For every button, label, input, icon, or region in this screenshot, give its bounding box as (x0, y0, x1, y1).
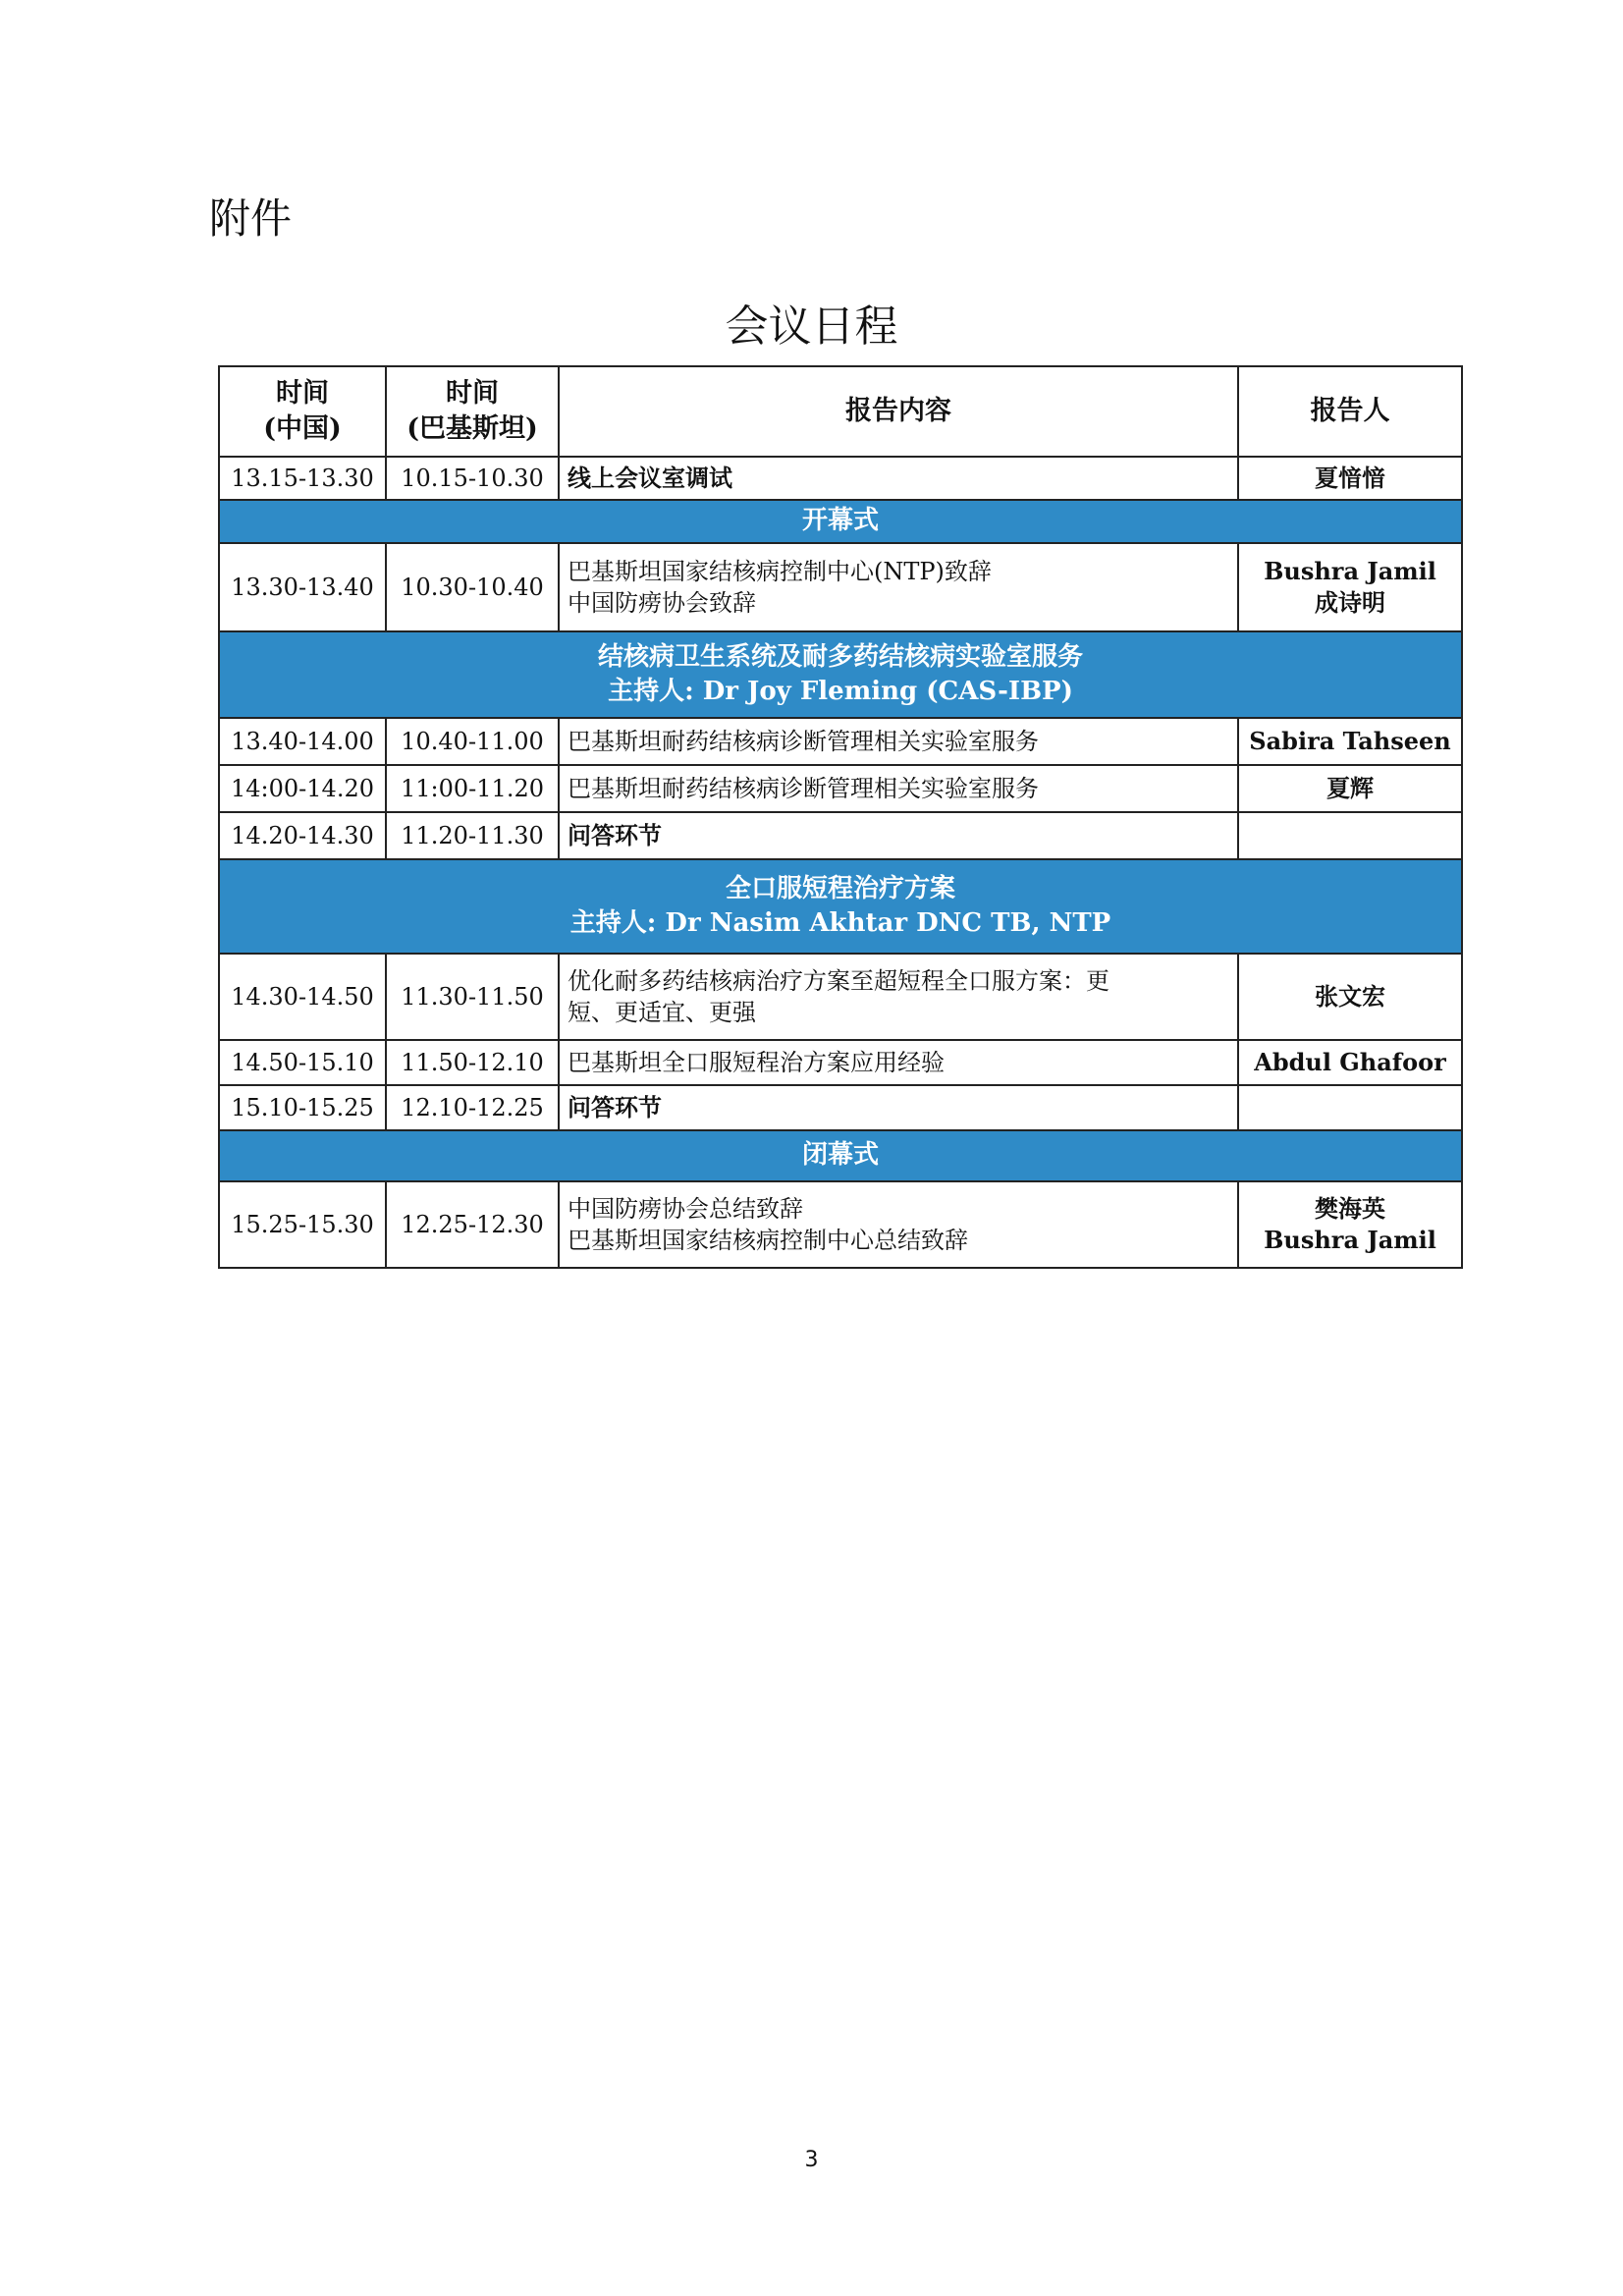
time-cn-cell: 15.10-15.25 (219, 1085, 386, 1130)
attachment-label: 附件 (209, 194, 293, 243)
page-title: 会议日程 (725, 301, 898, 352)
content-line: 巴基斯坦国家结核病控制中心(NTP)致辞 (568, 557, 992, 585)
time-pk-cell: 11.30-11.50 (386, 954, 559, 1040)
speaker-cell: 夏愔愔 (1238, 457, 1462, 500)
header-content: 报告内容 (559, 366, 1238, 457)
table-row (219, 543, 1462, 631)
speaker-cell: 张文宏 (1238, 954, 1462, 1040)
table-row (219, 954, 1462, 1040)
time-cn-cell: 14.20-14.30 (219, 812, 386, 859)
time-pk-cell: 10.30-10.40 (386, 543, 559, 631)
table-row (219, 457, 1462, 500)
speaker-cell: Sabira Tahseen (1238, 718, 1462, 765)
speaker-cell (1238, 543, 1462, 631)
content-cell (559, 1181, 1238, 1268)
content-line: 优化耐多药结核病治疗方案至超短程全口服方案：更 (568, 966, 1109, 995)
table-row (219, 1085, 1462, 1130)
schedule-table (218, 365, 1463, 1269)
page-number: 3 (804, 2148, 819, 2172)
time-cn-cell: 13.15-13.30 (219, 457, 386, 500)
content-line: 短、更适宜、更强 (568, 999, 756, 1026)
content-cell: 巴基斯坦耐药结核病诊断管理相关实验室服务 (559, 765, 1238, 812)
time-cn-cell: 14.30-14.50 (219, 954, 386, 1040)
time-cn-cell: 14:00-14.20 (219, 765, 386, 812)
content-cell: 问答环节 (559, 1085, 1238, 1130)
speaker-cell: 夏辉 (1238, 765, 1462, 812)
time-cn-cell: 13.30-13.40 (219, 543, 386, 631)
speaker-line: 樊海英 (1315, 1193, 1385, 1223)
time-cn-cell: 15.25-15.30 (219, 1181, 386, 1268)
time-pk-cell: 11:00-11.20 (386, 765, 559, 812)
table-row (219, 1181, 1462, 1268)
table-header-row (219, 366, 1462, 457)
speaker-line: Bushra Jamil (1264, 1226, 1436, 1254)
header-time-pk: 时间 (巴基斯坦) (386, 366, 559, 457)
time-pk-cell: 12.10-12.25 (386, 1085, 559, 1130)
section-row (219, 859, 1462, 954)
content-line: 中国防痨协会致辞 (568, 589, 756, 617)
table-row (219, 1040, 1462, 1085)
header-time-cn: 时间 (中国) (219, 366, 386, 457)
section-moderator: 主持人: Dr Nasim Akhtar DNC TB, NTP (569, 908, 1111, 938)
time-pk-cell: 11.50-12.10 (386, 1040, 559, 1085)
time-pk-cell: 12.25-12.30 (386, 1181, 559, 1268)
time-pk-cell: 10.40-11.00 (386, 718, 559, 765)
time-pk-cell: 10.15-10.30 (386, 457, 559, 500)
section-title-line: 全口服短程治疗方案 (725, 873, 955, 903)
speaker-cell (1238, 812, 1462, 859)
section-title (219, 859, 1462, 954)
section-title: 开幕式 (219, 500, 1462, 543)
section-title (219, 631, 1462, 718)
header-speaker: 报告人 (1238, 366, 1462, 457)
content-line: 巴基斯坦国家结核病控制中心总结致辞 (568, 1227, 968, 1254)
table-row (219, 718, 1462, 765)
content-cell: 巴基斯坦耐药结核病诊断管理相关实验室服务 (559, 718, 1238, 765)
speaker-cell (1238, 1181, 1462, 1268)
speaker-line: 成诗明 (1315, 588, 1385, 617)
speaker-cell: Abdul Ghafoor (1238, 1040, 1462, 1085)
section-row (219, 1130, 1462, 1181)
section-row (219, 631, 1462, 718)
content-cell (559, 543, 1238, 631)
table-row (219, 812, 1462, 859)
speaker-cell (1238, 1085, 1462, 1130)
section-row (219, 500, 1462, 543)
time-cn-cell: 14.50-15.10 (219, 1040, 386, 1085)
speaker-line: Bushra Jamil (1264, 556, 1436, 585)
content-cell: 问答环节 (559, 812, 1238, 859)
content-cell (559, 954, 1238, 1040)
time-pk-cell: 11.20-11.30 (386, 812, 559, 859)
content-line: 中国防痨协会总结致辞 (568, 1194, 803, 1223)
time-cn-cell: 13.40-14.00 (219, 718, 386, 765)
content-cell: 线上会议室调试 (559, 457, 1238, 500)
table-row (219, 765, 1462, 812)
section-title-line: 结核病卫生系统及耐多药结核病实验室服务 (597, 641, 1083, 672)
content-cell: 巴基斯坦全口服短程治方案应用经验 (559, 1040, 1238, 1085)
section-moderator: 主持人: Dr Joy Fleming (CAS-IBP) (608, 677, 1073, 706)
section-title: 闭幕式 (219, 1130, 1462, 1181)
